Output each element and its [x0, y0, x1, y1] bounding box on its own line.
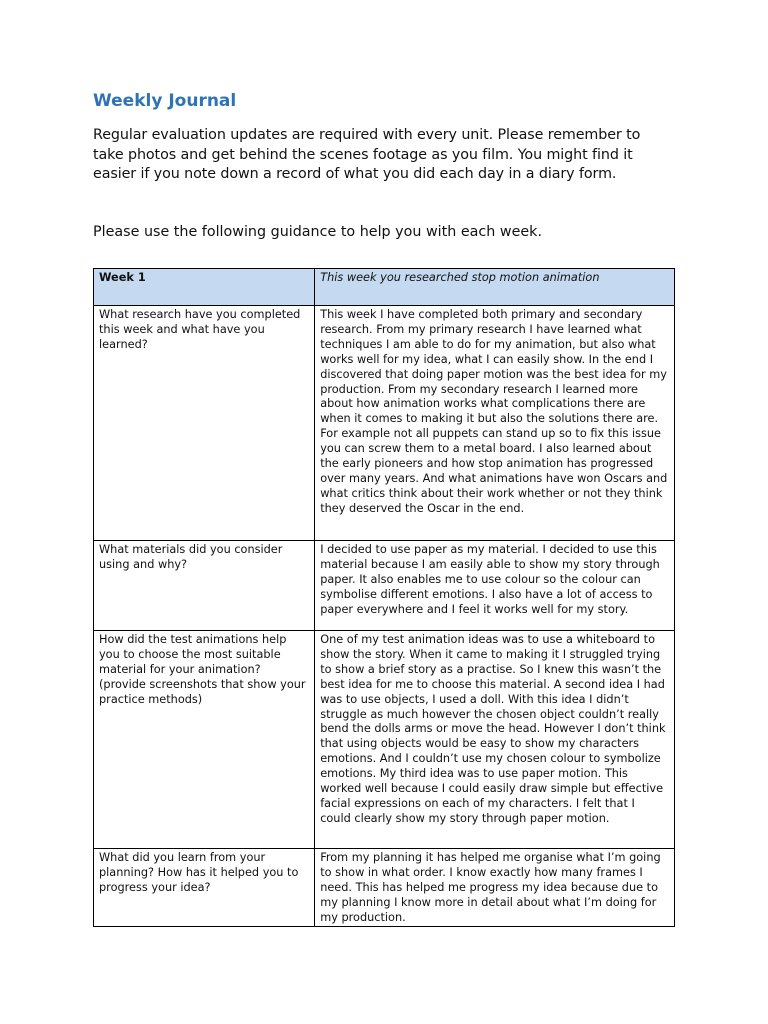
page-title: Weekly Journal	[93, 91, 237, 111]
document-body	[93, 90, 675, 242]
table-row	[94, 631, 675, 849]
answer-cell: This week I have completed both primary and secondary research. From my primary research I have learned what techniques I am able to do for my animation, but also what works well for my idea, what I can easily show. In the end I discovered that doing paper motion was the best idea for my production. From my secondary research I learned more about how animation works what complications there are when it comes to making it but also the solutions there are. For example not all puppets can stand up so to fix this issue you can screw them to a metal board. I also learned about the early pioneers and how stop animation has progressed over many years. And what animations have won Oscars and what critics think about their work whether or not they think they deserved the Oscar in the end.	[315, 306, 675, 541]
table-header-row	[94, 269, 675, 306]
answer-cell: From my planning it has helped me organise what I’m going to show in what order. I know exactly how many frames I need. This has helped me progress my idea because due to my planning I know more in detail about what I’m doing for my production.	[315, 849, 675, 927]
question-cell: What research have you completed this week and what have you learned?	[94, 306, 315, 541]
table-row	[94, 541, 675, 631]
question-cell: How did the test animations help you to choose the most suitable material for your animation? (provide screenshots that show your practice methods)	[94, 631, 315, 849]
question-cell: What did you learn from your planning? How has it helped you to progress your idea?	[94, 849, 315, 927]
table-row	[94, 306, 675, 541]
question-cell: What materials did you consider using and why?	[94, 541, 315, 631]
table-row	[94, 849, 675, 927]
guidance-paragraph: Please use the following guidance to help you with each week.	[93, 223, 542, 240]
answer-cell: One of my test animation ideas was to use a whiteboard to show the story. When it came to making it I struggled trying to show a brief story as a practise. So I knew this wasn’t the best idea for me to choose this material. A second idea I had was to use objects, I used a doll. With this idea I didn’t struggle as much however the chosen object couldn’t really bend the dolls arms or move the head. However I don’t think that using objects would be easy to show my characters emotions. And I couldn’t use my chosen colour to symbolize emotions. My third idea was to use paper motion. This worked well because I could easily draw simple but effective facial expressions on each of my characters. I felt that I could clearly show my story through paper motion.	[315, 631, 675, 849]
intro-paragraph: Regular evaluation updates are required with every unit. Please remember to take photos and get behind the scenes footage as you film. You might find it easier if you note down a record of what you did each day in a diary form.	[93, 127, 641, 182]
journal-table	[93, 268, 675, 927]
week-label: Week 1	[94, 269, 315, 306]
week-description: This week you researched stop motion animation	[315, 269, 675, 306]
answer-cell: I decided to use paper as my material. I decided to use this material because I am easily able to show my story through paper. It also enables me to use colour so the colour can symbolise different emotions. I also have a lot of access to paper everywhere and I feel it works well for my story.	[315, 541, 675, 631]
